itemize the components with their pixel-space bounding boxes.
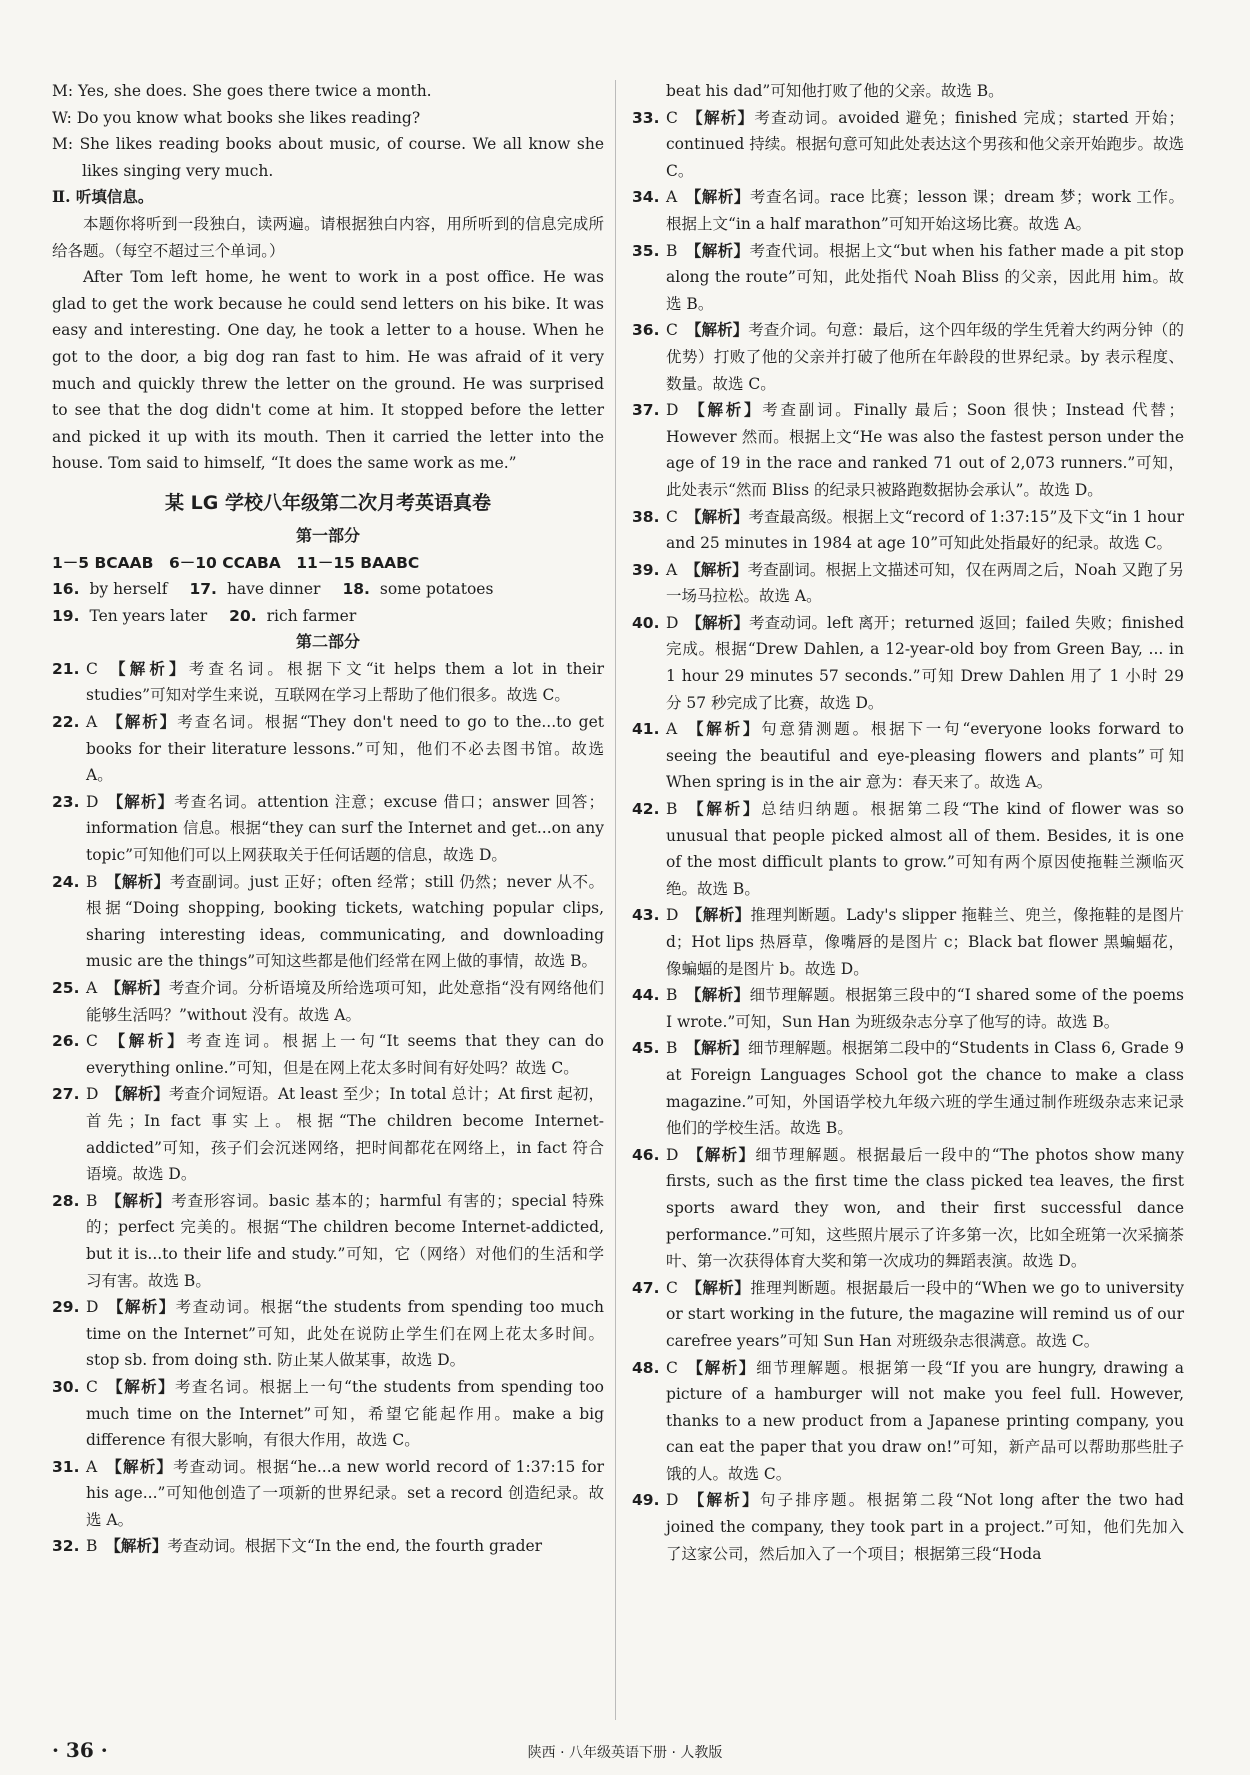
answer-item: [632, 397, 1184, 503]
right-answer-items: [632, 105, 1184, 1568]
item-number: 47.: [632, 1278, 660, 1297]
item-explanation: 考查名词。attention 注意；excuse 借口；answer 回答；information 信息。根据“they can surf the Internet and get...on any topic”可知他们可以上网获取关于任何话题的信息，故选 D。: [86, 792, 604, 865]
item-number: 36.: [632, 321, 660, 340]
item-answer: D: [86, 1298, 99, 1317]
answer-item: [632, 1487, 1184, 1567]
answer-item: [52, 1028, 604, 1081]
item-number: 27.: [52, 1085, 80, 1104]
item-explanation: 考查代词。根据上文“but when his father made a pit stop along the route”可知，此处指代 Noah Bliss 的父亲，因此用 him。故选 B。: [666, 241, 1184, 313]
analysis-tag: 【解析】: [105, 1457, 174, 1476]
item-number: 43.: [632, 906, 660, 925]
analysis-tag: 【解析】: [685, 507, 749, 526]
item-answer: B: [666, 241, 678, 260]
analysis-tag: 【解析】: [105, 1537, 168, 1556]
analysis-tag: 【解析】: [685, 986, 750, 1005]
item-answer: C: [666, 1278, 678, 1297]
item-explanation: 总结归纳题。根据第二段“The kind of flower was so unusual that people picked almost all of them. Besides, it is one of the most difficult plants to grow.”可知有两个原因使拖鞋兰濒临灭绝。故选 B。: [666, 800, 1184, 898]
item-number: 35.: [632, 241, 660, 260]
item-number: 31.: [52, 1457, 80, 1476]
item-explanation: 考查介词。分析语境及所给选项可知，此处意指“没有网络他们能够生活吗？”without 没有。故选 A。: [86, 979, 604, 1024]
answers-19-20: [52, 603, 604, 630]
item-number: 24.: [52, 872, 80, 891]
item-explanation: 考查副词。just 正好；often 经常；still 仍然；never 从不。根据“Doing shopping, booking tickets, watching popular clips, sharing interesting ideas, communicating, and downloading music are the things”可知这些都是他们经常在网上做的事情，故选 B。: [86, 872, 604, 971]
answer-item: [52, 975, 604, 1028]
item-explanation: 细节理解题。根据最后一段中的“The photos show many firsts, such as the first time the class picked tea leaves, the first sports award they won, and their first successful dance performance.”可知，这些照片展示了许多第一次，比如全班第一次采摘茶叶、第一次获得体育大奖和第一次成功的舞蹈表演。故选 D。: [666, 1145, 1184, 1271]
analysis-tag: 【解析】: [685, 1358, 757, 1377]
item-explanation: 考查介词短语。At least 至少；In total 总计；At first 起初，首先；In fact 事实上。根据“The children become Internet-addicted”可知，孩子们会沉迷网络，把时间都花在网络上，in fact 符合语境。故选 D。: [86, 1085, 604, 1184]
answer-item: [632, 796, 1184, 902]
item-number: 23.: [52, 792, 80, 811]
listening-dialog: [52, 78, 604, 184]
section-ii-heading: Ⅱ. 听填信息。: [52, 187, 154, 207]
footer-text: 陕西 · 八年级英语下册 · 人教版: [527, 1745, 723, 1761]
item-explanation: 句子排序题。根据第二段“Not long after the two had joined the company, they took part in a project.”可知，他们先加入了这家公司，然后加入了一个项目；根据第三段“Hoda: [666, 1491, 1184, 1563]
item-answer: B: [666, 986, 678, 1005]
item-explanation: 考查最高级。根据上文“record of 1:37:15”及下文“in 1 hour and 25 minutes in 1984 at age 10”可知此处指最好的纪录。故选 C。: [666, 507, 1184, 553]
answer-item: [52, 1533, 604, 1560]
page-number: · 36 ·: [52, 1738, 108, 1762]
item-answer: C: [666, 108, 678, 127]
item-number: 44.: [632, 986, 660, 1005]
answer-item: [52, 1081, 604, 1187]
item-answer: A: [86, 713, 98, 732]
analysis-tag: 【解析】: [105, 1377, 175, 1396]
item-explanation: 考查副词。Finally 最后；Soon 很快；Instead 代替；However 然而。根据上文“He was also the fastest person under the age of 19 in the race and ranked 71 out of 2,073 runners.”可知，此处表示“然而 Bliss 的纪录只被路跑数据协会承认”。故选 D。: [666, 401, 1184, 499]
item-answer: B: [666, 800, 678, 819]
item-answer: C: [86, 1377, 98, 1396]
item-number: 30.: [52, 1377, 80, 1396]
answer-item: [632, 1035, 1184, 1141]
item-number: 38.: [632, 507, 660, 526]
left-column: [52, 78, 604, 1560]
answer-item: [52, 709, 604, 789]
answer-number: 16.: [52, 580, 80, 599]
answer-item: [52, 1454, 604, 1534]
item-number: 45.: [632, 1039, 660, 1058]
listening-passage: After Tom left home, he went to work in a post office. He was glad to get the work because he could send letters on his bike. It was easy and interesting. One day, he took a letter to a house. When he got to the door, a big dog ran fast to him. He was afraid of it very much and quickly threw the letter on the ground. He was surprised to see that the dog didn't come at him. It stopped before the letter and picked it up with its mouth. Then it carried the letter into the house. Tom said to himself, “It does the same work as me.”: [52, 268, 604, 473]
item-number: 41.: [632, 720, 660, 739]
analysis-tag: 【解析】: [686, 906, 751, 925]
dialog-line: M: Yes, she does. She goes there twice a month.: [52, 82, 432, 100]
answer-item: [52, 656, 604, 709]
answer-number: 18.: [342, 580, 370, 599]
item-number: 48.: [632, 1358, 660, 1377]
dialog-line: M: She likes reading books about music, of course. We all know she likes singing very much.: [52, 135, 604, 180]
answers-16-18: [52, 576, 604, 603]
item-answer: B: [86, 1191, 98, 1210]
item-explanation: 推理判断题。根据最后一段中的“When we go to university or start working in the future, the magazine will remind us of our carefree years”可知 Sun Han 对班级杂志很满意。故选 C。: [666, 1278, 1184, 1350]
answer-item: [52, 1294, 604, 1374]
item-number: 29.: [52, 1298, 80, 1317]
item-number: 25.: [52, 979, 80, 997]
analysis-tag: 【解析】: [685, 1039, 748, 1058]
item-answer: C: [86, 1032, 98, 1051]
analysis-tag: 【解析】: [686, 613, 749, 632]
right-column: [632, 78, 1184, 1567]
answer-item: [632, 184, 1184, 237]
item-number: 28.: [52, 1191, 80, 1210]
analysis-tag: 【解析】: [106, 1085, 169, 1104]
answer-item: [632, 504, 1184, 557]
item-explanation: 细节理解题。根据第一段“If you are hungry, drawing a picture of a hamburger will not make you feel full. However, thanks to a new product from a Japanese printing company, you can eat the paper that you draw on!”可知，新产品可以帮助那些肚子饿的人。故选 C。: [666, 1358, 1184, 1483]
analysis-tag: 【解析】: [686, 401, 763, 420]
analysis-tag: 【解析】: [685, 720, 762, 739]
item-explanation: 考查动词。根据“he...a new world record of 1:37:15 for his age...”可知他创造了一项新的世界纪录。set a record 创造纪录。故选 A。: [86, 1457, 604, 1529]
item-explanation: 考查名词。race 比赛；lesson 课；dream 梦；work 工作。根据上文“in a half marathon”可知开始这场比赛。故选 A。: [666, 188, 1184, 233]
item-explanation: 细节理解题。根据第二段中的“Students in Class 6, Grade 9 at Foreign Languages School got the chance to make a class magazine.”可知，外国语学校九年级六班的学生通过制作班级杂志来记录他们的学校生活。故选 B。: [666, 1039, 1184, 1138]
item-explanation: 句意猜测题。根据下一句“everyone looks forward to seeing the beautiful and eye-pleasing flowers and plants”可知 When spring is in the air 意为：春天来了。故选 A。: [666, 720, 1184, 792]
part-one-heading: 第一部分: [295, 525, 360, 545]
answer-item: [52, 1374, 604, 1454]
answer-item: [52, 869, 604, 975]
item-explanation: 考查名词。根据“They don't need to go to the...to get books for their literature lessons.”可知，他们不必去图书馆。故选 A。: [86, 713, 604, 785]
answer-number: 20.: [229, 606, 257, 625]
item-explanation: 考查名词。根据上一句“the students from spending too much time on the Internet”可知，希望它能起作用。make a big difference 有很大影响，有很大作用，故选 C。: [86, 1377, 604, 1450]
answer-item: [632, 1355, 1184, 1488]
item-number: 37.: [632, 401, 660, 420]
item-answer: B: [666, 1039, 678, 1058]
answer-item: [52, 789, 604, 869]
item-explanation: 考查连词。根据上一句“It seems that they can do everything online.”可知，但是在网上花太多时间有好处吗？故选 C。: [86, 1032, 604, 1077]
part-two-heading: 第二部分: [295, 632, 360, 652]
item-answer: A: [666, 560, 678, 579]
analysis-tag: 【解析】: [685, 1278, 751, 1297]
answer-item: [52, 1188, 604, 1294]
answer-item: [632, 1275, 1184, 1355]
item-explanation: 考查动词。avoided 避免；finished 完成；started 开始；continued 持续。根据句意可知此处表达这个男孩和他父亲开始跑步。故选 C。: [666, 108, 1184, 180]
analysis-tag: 【解析】: [686, 1145, 756, 1164]
item-answer: D: [666, 613, 679, 632]
dialog-line: W: Do you know what books she likes reading?: [52, 108, 421, 127]
analysis-tag: 【解析】: [105, 659, 189, 678]
item-explanation: 考查动词。left 离开；returned 返回；failed 失败；finished 完成。根据“Drew Dahlen, a 12-year-old boy from Green Bay, ... in 1 hour 29 minutes 57 seconds.”可知 Drew Dahlen 用了 1 小时 29 分 57 秒完成了比赛，故选 D。: [666, 613, 1184, 712]
item-number: 46.: [632, 1145, 660, 1164]
exam-title: 某 LG 学校八年级第二次月考英语真卷: [165, 491, 491, 514]
item-answer: D: [666, 401, 679, 420]
analysis-tag: 【解析】: [686, 1491, 760, 1510]
item-number: 26.: [52, 1032, 80, 1051]
analysis-tag: 【解析】: [105, 713, 178, 732]
item-number: 21.: [52, 659, 80, 678]
answer-text: Ten years later: [89, 606, 208, 625]
item-explanation: 推理判断题。Lady's slipper 拖鞋兰、兜兰，像拖鞋的是图片 d；Hot lips 热唇草，像嘴唇的是图片 c；Black bat flower 黑蝙蝠花，像蝙蝠的是图片 b。故选 D。: [666, 906, 1184, 978]
answer-item: [632, 610, 1184, 716]
analysis-tag: 【解析】: [685, 188, 750, 207]
item-answer: C: [86, 659, 98, 678]
item-explanation: 考查介词。句意：最后，这个四年级的学生凭着大约两分钟（的优势）打败了他的父亲并打破了他所在年龄段的世界纪录。by 表示程度、数量。故选 C。: [666, 321, 1184, 393]
analysis-tag: 【解析】: [105, 1191, 172, 1210]
analysis-tag: 【解析】: [685, 800, 762, 819]
left-answer-items: [52, 656, 604, 1560]
section-ii-instruction: 本题你将听到一段独白，读两遍。请根据独白内容，用所听到的信息完成所给各题。（每空不超过三个单词。）: [52, 214, 604, 260]
analysis-tag: 【解析】: [105, 1032, 187, 1051]
analysis-tag: 【解析】: [685, 321, 749, 340]
answer-text: by herself: [89, 580, 168, 599]
page-footer: [0, 1738, 1250, 1768]
answer-item: [632, 317, 1184, 397]
analysis-tag: 【解析】: [685, 560, 748, 579]
item-answer: C: [666, 1358, 678, 1377]
item-number: 32.: [52, 1537, 80, 1556]
analysis-tag: 【解析】: [685, 108, 755, 127]
item-answer: D: [86, 1085, 99, 1104]
answer-item: [632, 105, 1184, 185]
item-answer: A: [86, 1457, 98, 1476]
analysis-tag: 【解析】: [685, 241, 750, 260]
item-answer: C: [666, 507, 678, 526]
item-answer: A: [86, 979, 98, 997]
answer-item: [632, 716, 1184, 796]
answer-number: 17.: [189, 580, 217, 599]
item-answer: B: [86, 872, 98, 891]
item-answer: A: [666, 188, 678, 207]
item-answer: B: [86, 1537, 98, 1556]
item-number: 33.: [632, 108, 660, 127]
item-number: 39.: [632, 560, 660, 579]
answer-text: have dinner: [226, 580, 321, 599]
answer-text: rich farmer: [266, 606, 357, 625]
item-number: 22.: [52, 713, 80, 732]
item-answer: C: [666, 321, 678, 340]
answer-text: some potatoes: [379, 580, 494, 599]
item-explanation: 细节理解题。根据第三段中的“I shared some of the poems I wrote.”可知，Sun Han 为班级杂志分享了他写的诗。故选 B。: [666, 986, 1184, 1031]
analysis-tag: 【解析】: [105, 979, 169, 997]
item-answer: D: [666, 1145, 679, 1164]
answer-item: [632, 902, 1184, 982]
analysis-tag: 【解析】: [106, 792, 175, 811]
analysis-tag: 【解析】: [106, 1298, 176, 1317]
item-number: 49.: [632, 1491, 660, 1510]
item-explanation: 考查名词。根据下文“it helps them a lot in their studies”可知对学生来说，互联网在学习上帮助了他们很多。故选 C。: [86, 659, 604, 705]
answer-item: [632, 557, 1184, 610]
answers-1-15: 1－5 BCAAB 6－10 CCABA 11－15 BAABC: [52, 553, 420, 572]
item-explanation: 考查动词。根据下文“In the end, the fourth grader: [167, 1537, 543, 1556]
item-answer: D: [666, 906, 679, 925]
analysis-tag: 【解析】: [105, 872, 170, 891]
answer-number: 19.: [52, 606, 80, 625]
answer-item: [632, 982, 1184, 1035]
item-explanation: 考查动词。根据“the students from spending too much time on the Internet”可知，此处在说防止学生们在网上花太多时间。stop sb. from doing sth. 防止某人做某事，故选 D。: [86, 1298, 604, 1370]
item-explanation: 考查副词。根据上文描述可知，仅在两周之后，Noah 又跑了另一场马拉松。故选 A。: [666, 560, 1184, 606]
item-number: 34.: [632, 188, 660, 207]
continuation-text: beat his dad”可知他打败了他的父亲。故选 B。: [666, 82, 1004, 100]
column-divider: [615, 80, 616, 1720]
item-answer: D: [86, 792, 99, 811]
item-answer: A: [666, 720, 678, 739]
item-number: 42.: [632, 800, 660, 819]
item-answer: D: [666, 1491, 679, 1510]
item-explanation: 考查形容词。basic 基本的；harmful 有害的；special 特殊的；perfect 完美的。根据“The children become Internet-addicted, but it is...to their life and study.”可知，它（网络）对他们的生活和学习有害。故选 B。: [86, 1191, 604, 1290]
answer-item: [632, 238, 1184, 318]
item-number: 40.: [632, 613, 660, 632]
answer-item: [632, 1142, 1184, 1275]
